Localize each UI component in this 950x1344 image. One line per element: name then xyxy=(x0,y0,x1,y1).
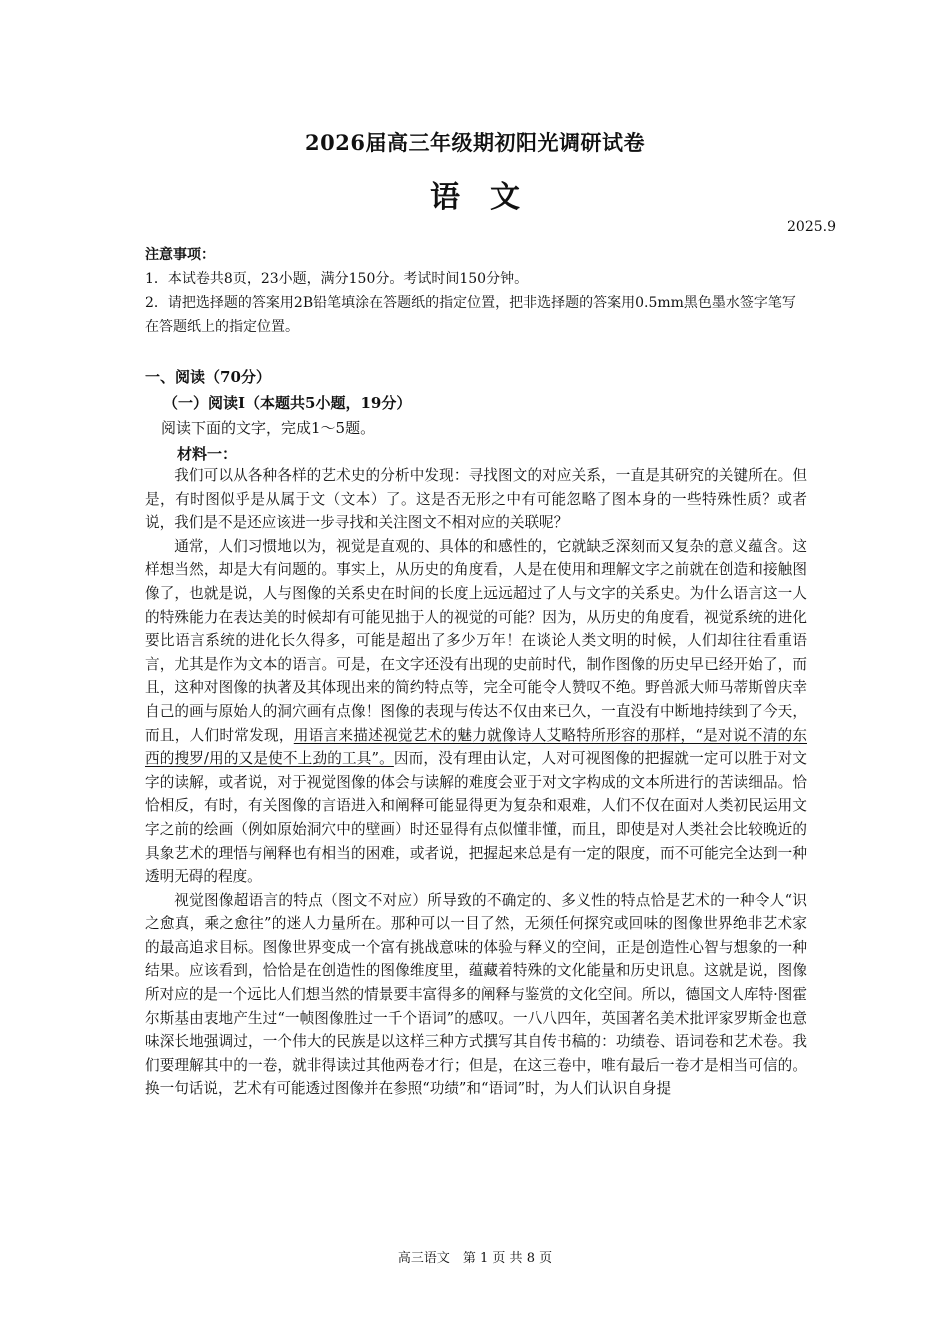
reading-instruction: 阅读下面的文字，完成1～5题。 xyxy=(161,419,376,437)
page-footer: 高三语文 第 1 页 共 8 页 xyxy=(397,1251,553,1266)
passage-paragraph-1: 我们可以从各种各样的艺术史的分析中发现：寻找图文的对应关系，一直是其研究的关键所在。但是，有时图似乎是从属于文（文本）了。这是否无形之中有可能忽略了图本身的一些特殊性质？或者说，我们是不是还应该进一步寻找和关注图文不相对应的关联呢？ xyxy=(145,467,807,532)
notice-heading: 注意事项： xyxy=(145,247,215,263)
notice-block xyxy=(145,243,807,339)
passage-paragraph-3: 视觉图像超语言的特点（图文不对应）所导致的不确定的、多义性的特点恰是艺术的一种令人“识之愈真，乘之愈往”的迷人力量所在。那种可以一目了然，无须任何探究或回味的图像世界绝非艺术家的最高追求目标。图像世界变成一个富有挑战意味的体验与释义的空间，正是创造性心智与想象的一种结果。应该看到，恰恰是在创造性的图像维度里，蕴藏着特殊的文化能量和历史讯息。这就是说，图像所对应的是一个远比人们想当然的情景要丰富得多的阐释与鉴赏的文化空间。所以，德国文人库特·图霍尔斯基由衷地产生过“一帧图像胜过一千个语词”的感叹。一八八四年，英国著名美术批评家罗斯金也意味深长地强调过，一个伟大的民族是以这样三种方式撰写其自传书稿的：功绩卷、语词卷和艺术卷。我们要理解其中的一卷，就非得读过其他两卷才行；但是，在这三卷中，唯有最后一卷才是相当可信的。换一句话说，艺术有可能透过图像并在参照“功绩”和“语词”时，为人们认识自身提 xyxy=(145,891,807,1098)
notice-item: 2．请把选择题的答案用2B铅笔填涂在答题纸的指定位置，把非选择题的答案用0.5mm黑色墨水签字笔写在答题纸上的指定位置。 xyxy=(145,295,796,335)
material-label: 材料一： xyxy=(177,445,238,463)
reading-passage xyxy=(145,464,807,1101)
section-heading: 一、阅读（70分） xyxy=(145,368,271,386)
notice-item: 1．本试卷共8页，23小题，满分150分。考试时间150分钟。 xyxy=(145,271,529,287)
paragraph-text: 通常，人们习惯地以为，视觉是直观的、具体的和感性的，它就缺乏深刻而又复杂的意义蕴含。这样想当然，却是大有问题的。事实上，从历史的角度看，人是在使用和理解文字之前就在创造和接触图像了，也就是说，人与图像的关系史在时间的长度上远远超过了人与文字的关系史。为什么语言这一人的特殊能力在表达美的时候却有可能见拙于人的视觉的可能？因为，从历史的角度看，视觉系统的进化要比语言系统的进化长久得多，可能是超出了多少万年！在谈论人类文明的时候，人们却往往看重语言，尤其是作为文本的语言。可是，在文字还没有出现的史前时代，制作图像的历史早已经开始了，而且，这种对图像的执著及其体现出来的简约特点等，完全可能令人赞叹不绝。野兽派大师马蒂斯曾庆幸自己的画与原始人的洞穴画有点像！图像的表现与传达不仅由来已久，一直没有中断地持续到了今天，而且，人们时常发现， xyxy=(145,537,807,744)
underlined-sentence: 用语言来描述视觉艺术的魅力就像诗人艾略特所形容的那样，“是对说不清的东西的搜罗/用的又是使不上劲的工具”。 xyxy=(145,726,807,768)
passage-paragraph-2 xyxy=(145,535,807,889)
subsection-heading: （一）阅读Ⅰ（本题共5小题，19分） xyxy=(163,394,412,412)
subject-title: 语 文 xyxy=(430,180,520,215)
paragraph-text: 因而，没有理由认定，人对可视图像的把握就一定可以胜于对文字的读解，或者说，对于视觉图像的体会与读解的难度会亚于对文字构成的文本所进行的苦读细品。恰恰相反，有时，有关图像的言语进入和阐释可能显得更为复杂和艰难，人们不仅在面对人类初民运用文字之前的绘画（例如原始洞穴中的壁画）时还显得有点似懂非懂，而且，即使是对人类社会比较晚近的具象艺术的理悟与阐释也有相当的困难，或者说，把握起来总是有一定的限度，而不可能完全达到一种透明无碍的程度。 xyxy=(145,750,807,886)
exam-date: 2025.9 xyxy=(787,219,836,235)
exam-title: 2026届高三年级期初阳光调研试卷 xyxy=(305,130,645,155)
